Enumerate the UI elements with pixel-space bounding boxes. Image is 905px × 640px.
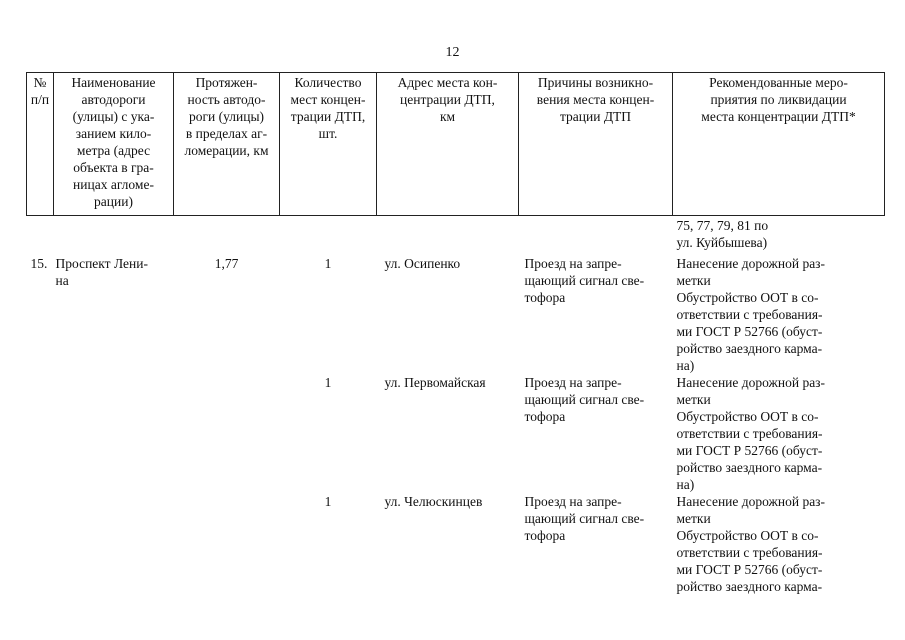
table-row-continuation: [27, 216, 885, 252]
location-address: ул. Первомайская: [384, 375, 486, 390]
table-row: [27, 493, 885, 595]
header-number: № п/п: [27, 73, 54, 216]
header-location-count: Количество мест концен- трации ДТП, шт.: [280, 73, 377, 216]
header-road-length: Протяжен- ность автодо- роги (улицы) в пределах аг- ломерации, км: [174, 73, 280, 216]
location-count: 1: [324, 494, 332, 509]
location-measures: Нанесение дорожной раз- метки Обустройство ООТ в со- ответствии с требования- ми ГОСТ Р 52766 (обуст- ройство заездного карма-: [676, 494, 826, 594]
location-cause: Проезд на запре- щающий сигнал све- тофора: [524, 494, 645, 543]
table-row: [27, 251, 885, 374]
road-length: 1,77: [214, 256, 239, 271]
header-location-address: Адрес места кон- центрации ДТП, км: [377, 73, 519, 216]
location-count: 1: [324, 375, 332, 390]
accident-concentration-table: [26, 72, 885, 595]
location-count: 1: [324, 256, 332, 271]
location-address: ул. Осипенко: [384, 256, 461, 271]
location-measures: Нанесение дорожной раз- метки Обустройство ООТ в со- ответствии с требования- ми ГОСТ Р 52766 (обуст- ройство заездного карма- на): [676, 256, 826, 373]
row-number: 15.: [30, 256, 48, 271]
header-road-name: Наименование автодороги (улицы) с ука- занием кило- метра (адрес объекта в гра- ницах агломе- рации): [54, 73, 174, 216]
location-address: ул. Челюскинцев: [384, 494, 483, 509]
location-cause: Проезд на запре- щающий сигнал све- тофора: [524, 375, 645, 424]
page-number: 12: [445, 45, 460, 60]
header-recommended-measures: Рекомендованные меро- приятия по ликвидации места концентрации ДТП*: [673, 73, 885, 216]
table-row: [27, 374, 885, 493]
location-measures: Нанесение дорожной раз- метки Обустройство ООТ в со- ответствии с требования- ми ГОСТ Р 52766 (обуст- ройство заездного карма- на): [676, 375, 826, 492]
road-name: Проспект Лени- на: [55, 256, 148, 288]
header-causes: Причины возникно- вения места концен- трации ДТП: [519, 73, 673, 216]
location-cause: Проезд на запре- щающий сигнал све- тофора: [524, 256, 645, 305]
continuation-text: 75, 77, 79, 81 по ул. Куйбышева): [676, 218, 769, 250]
table-header-row: [27, 73, 885, 216]
